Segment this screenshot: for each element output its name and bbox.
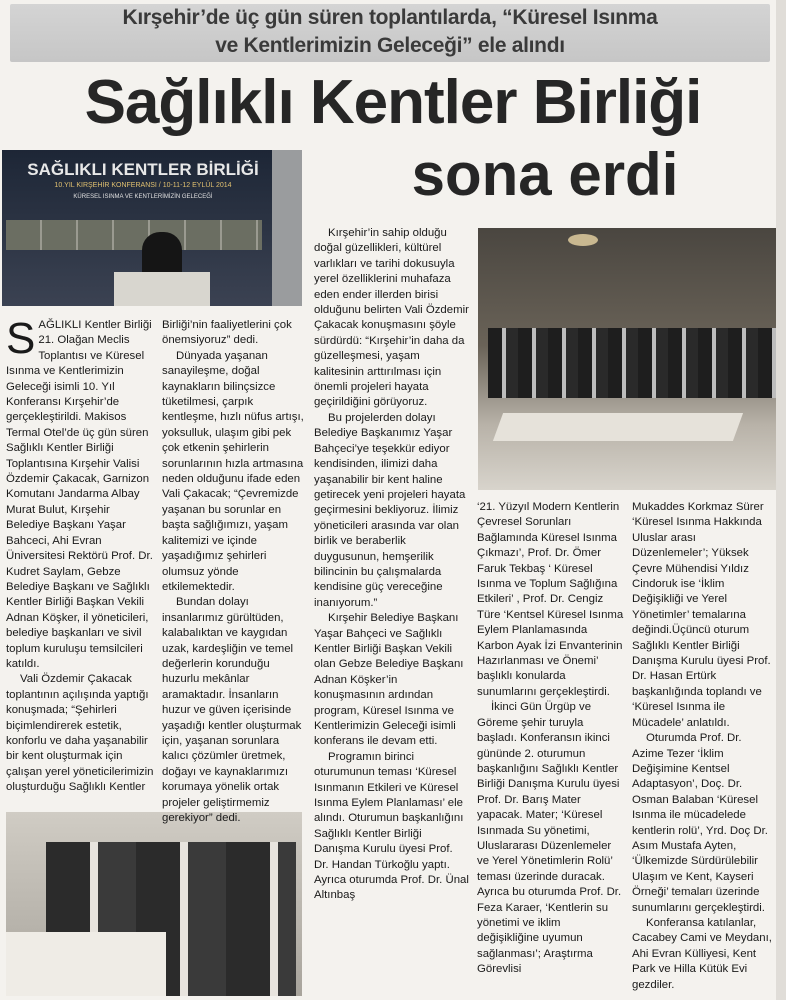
headline-line-1: Sağlıklı Kentler Birliği xyxy=(84,68,702,137)
paragraph: Vali Özdemir Çakacak toplantının açılışında yaptığı konuşmada; “Şehirleri biçimlendirerek estetik, konforlu ve daha yaşanabilir bir kent oluşturmak için çalışan yerel yöneticilerimizin oluşturduğu Sağlıklı Kentler xyxy=(6,673,154,794)
paragraph: Oturumda Prof. Dr. Azime Tezer ‘İklim Değişimine Kentsel Adaptasyon’, Doç. Dr. Osman Balaban ‘Küresel Isınma ile mücadelede kentlerin rolü’, Yrd. Doç Dr. Asım Mustafa Ayten, ‘Ülkemizde Sürdürülebilir Ulaşım ve Kent, Kayseri Örneği’ temaları üzerinde sunumlarını gerçekleştirdi. xyxy=(632,732,768,914)
paragraph: Bu projelerden dolayı Belediye Başkanımız Yaşar Bahçeci’ye teşekkür ediyor kendisinden, ilimizi daha yaşanabilir bir kent haline getirecek yeni projeleri hayata geçirmesini bekliyoruz. İlimiz yöneticileri arasında var olan birlik ve beraberlik duygusunun, hemşerilik bilincinin bu çalışmalarda kendisine güç vereceğine inanıyorum.” xyxy=(314,411,466,609)
page-edge xyxy=(776,0,786,1000)
paragraph: Bundan dolayı insanlarımız gürültüden, kalabalıktan ve kaygıdan uzak, kardeşliğin ve temel değerlerin korunduğu huzurlu mekânlar aramaktadır. İnsanların huzur ve güven içerisinde yaşadığı kentler oluşturmak için, yaşanan sorunlara kalıcı çözümler üretmek, doğayı ve kaynaklarımızı korumaya yönelik ortak projeler geliştirmemiz gerekiyor” dedi. xyxy=(162,596,302,824)
article-column-2 xyxy=(162,318,304,826)
banner-subtitle-2: KÜRESEL ISINMA VE KENTLERİMİZİN GELECEĞİ xyxy=(73,194,213,200)
paragraph: Mukaddes Korkmaz Sürer ‘Küresel Isınma Hakkında Uluslar arası Düzenlemeler’; Yüksek Çevre Mühendisi Yıldız Cindoruk ise ‘İklim Değişikliği ve Yerel Yönetimler’ temalarına değindi.Üçüncü oturum Sağlıklı Kentler Birliği Danışma Kurulu üyesi Prof. Dr. Hasan Ertürk başkanlığında toplandı ve ‘Küresel Isınma ile Mücadele’ anlatıldı. xyxy=(632,501,771,729)
kicker-line-2: ve Kentlerimizin Geleceği” ele alındı xyxy=(215,34,565,57)
article-column-4 xyxy=(477,500,625,978)
paragraph: Programın birinci oturumunun teması ‘Küresel Isınmanın Etkileri ve Küresel Isınma Eylem Planlaması’ ele alındı. Oturumun başkanlığını Sağlıklı Kentler Birliği Danışma Kurulu üyesi Prof. Dr. Handan Türkoğlu yaptı. Ayrıca oturumda Prof. Dr. Ünal Altınbaş xyxy=(314,750,469,902)
paragraph: Kırşehir Belediye Başkanı Yaşar Bahçeci ve Sağlıklı Kentler Birliği Başkan Vekili olan Gebze Belediye Başkanı Adnan Köşker’in konuşmasının ardından program, Küresel Isınma ve Kentlerimizin Geleceği isimli konferans ile devam etti. xyxy=(314,612,464,748)
audience-rows xyxy=(488,328,776,398)
article-column-1 xyxy=(6,314,156,796)
paragraph: ‘21. Yüzyıl Modern Kentlerin Çevresel Sorunları Bağlamında Küresel Isınma Çıkmazı’, Prof. Dr. Ömer Faruk Tekbaş ‘ Küresel Isınma ve Toplum Sağlığına Etkileri’ , Prof. Dr. Cengiz Türe ‘Kentsel Küresel Isınma Eylem Planlamasında Karbon Ayak İzi Envanterinin Hazırlanması ve Önemi’ başlıklı konularda sunumlarını gerçekleştirdi. xyxy=(477,501,624,698)
side-screen xyxy=(272,150,302,306)
kicker-banner xyxy=(10,4,770,62)
photo-officials xyxy=(6,812,302,996)
article-column-5 xyxy=(632,500,774,993)
headline-line-2: sona erdi xyxy=(411,141,679,208)
paragraph: Dünyada yaşanan sanayileşme, doğal kaynakların bilinçsizce tüketilmesi, çarpık kentleşme, hızlı nüfus artışı, yoksulluk, ulaşım gibi pek çok etkenin şehirlerin sorunlarının hızla artmasına neden olduğunu ifade eden Vali Çakacak; “Çevremizde yaşanan bu sorunlar en başta sağlığımızı, yaşam kalitemizi ve içinde yaşadığımız şehirleri olumsuz yönde etkilemektedir. xyxy=(162,349,304,593)
paragraph: İkinci Gün Ürgüp ve Göreme şehir turuyla başladı. Konferansın ikinci gününde 2. oturumun başkanlığını Sağlıklı Kentler Birliği Danışma Kurulu üyesi Prof. Dr. Barış Mater yapacak. Mater; ‘Küresel Isınmada Su yönetimi, Uluslararası Düzenlemeler ve Yerel Yönetimlerin Rolü’ teması üzerinde duracak. Ayrıca bu oturumda Prof. Dr. Feza Karaer, ‘Kentlerin su yönetimi ve iklim değişikliğine uyumun sağlanması’; Araştırma Görevlisi xyxy=(477,701,622,976)
photo-audience xyxy=(478,228,776,490)
banner-subtitle-1: 10.YIL KIRŞEHİR KONFERANSI / 10-11-12 EYLÜL 2014 xyxy=(54,182,232,189)
paragraph: Kırşehir’in sahip olduğu doğal güzellikleri, kültürel varlıkları ve tarihi dokusuyla yerel özelliklerini muhafaza eden ender illerden birisi olduğunu belirten Vali Özdemir Çakacak konuşmasını şöyle sürdürdü: “Kırşehir’in daha da güzelleşmesi, yaşam kalitesinin arttırılması için önemli projeleri hayata geçirildiğini görüyoruz. xyxy=(314,227,469,409)
display-table xyxy=(6,932,166,996)
paragraph: Konferansa katılanlar, Cacabey Cami ve Meydanı, Ahi Evran Külliyesi, Kent Park ve Hilla Kütük Evi gezdiler. xyxy=(632,916,772,991)
article-column-3 xyxy=(314,226,470,904)
coffee-table xyxy=(493,413,743,441)
drop-cap: S xyxy=(6,314,36,363)
kicker-line-1: Kırşehir’de üç gün süren toplantılarda, “Küresel Isınma xyxy=(122,6,658,29)
photo-strip xyxy=(6,220,262,250)
podium xyxy=(114,272,210,306)
photo-podium xyxy=(2,150,302,306)
paragraph: Birliği’nin faaliyetlerini çok önemsiyoruz” dedi. xyxy=(162,319,292,347)
banner-title: SAĞLIKLI KENTLER BİRLİĞİ xyxy=(27,160,259,179)
paragraph: AĞLIKLI Kentler Birliği 21. Olağan Meclis Toplantısı ve Küresel Isınma ve Kentlerimizin Geleceği isimli 10. Yıl Konferansı Kırşehir’de gerçekleştirildi. Makisos Termal Otel’de üç gün süren Sağlıklı Kentler Birliği Toplantısına Kırşehir Valisi Özdemir Çakacak, Garnizon Komutanı Jandarma Albay Murat Bulut, Kırşehir Belediye Başkanı Yaşar Bahceci, Ahi Evran Üniversitesi Rektörü Prof. Dr. Kudret Saylam, Gebze Belediye Başkanı ve Sağlıklı Kentler Birliği Başkan Vekili Adnan Köşker, il yöneticileri, belediye başkanları ve sivil toplum kuruluşu temsilcileri katıldı. xyxy=(6,319,153,670)
chandelier xyxy=(568,234,598,246)
